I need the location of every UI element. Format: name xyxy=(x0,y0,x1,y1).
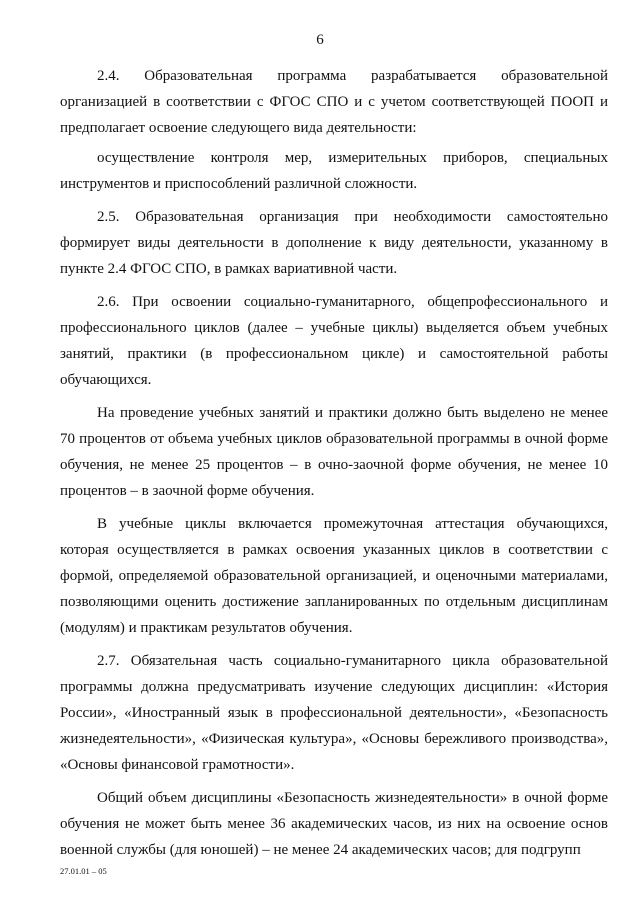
paragraph-2-4: 2.4. Образовательная программа разрабатывается образовательной организацией в соответствии с ФГОС СПО и с учетом соответствующей ПООП и предполагает освоение следующего вида деятельности: xyxy=(60,68,608,136)
paragraph-activity: осуществление контроля мер, измерительных приборов, специальных инструментов и приспособлений различной сложности. xyxy=(60,150,608,192)
paragraph-attestation: В учебные циклы включается промежуточная аттестация обучающихся, которая осуществляется в рамках освоения указанных циклов в соответствии с формой, определяемой образовательной организацией, и оценочными материалами, позволяющими оценить достижение запланированных по отдельным дисциплинам (модулям) и практикам результатов обучения. xyxy=(60,516,608,636)
document-body xyxy=(60,63,608,870)
paragraph-bzh-volume: Общий объем дисциплины «Безопасность жизнедеятельности» в очной форме обучения не может быть менее 36 академических часов, из них на освоение основ военной службы (для юношей) – не менее 24 академических часов; для подгрупп xyxy=(60,790,608,858)
paragraph-2-5: 2.5. Образовательная организация при необходимости самостоятельно формирует виды деятельности в дополнение к виду деятельности, указанному в пункте 2.4 ФГОС СПО, в рамках вариативной части. xyxy=(60,209,608,277)
paragraph-2-7: 2.7. Обязательная часть социально-гуманитарного цикла образовательной программы должна предусматривать изучение следующих дисциплин: «История России», «Иностранный язык в профессиональной деятельности», «Безопасность жизнедеятельности», «Физическая культура», «Основы бережливого производства», «Основы финансовой грамотности». xyxy=(60,653,608,773)
document-code: 27.01.01 – 05 xyxy=(60,866,107,876)
paragraph-practice-volume: На проведение учебных занятий и практики должно быть выделено не менее 70 процентов от объема учебных циклов образовательной программы в очной форме обучения, не менее 25 процентов – в очно-заочной форме обучения, не менее 10 процентов – в заочной форме обучения. xyxy=(60,405,608,499)
page-number: 6 xyxy=(316,32,324,48)
paragraph-2-6: 2.6. При освоении социально-гуманитарного, общепрофессионального и профессионального циклов (далее – учебные циклы) выделяется объем учебных занятий, практики (в профессиональном цикле) и самостоятельной работы обучающихся. xyxy=(60,294,608,388)
